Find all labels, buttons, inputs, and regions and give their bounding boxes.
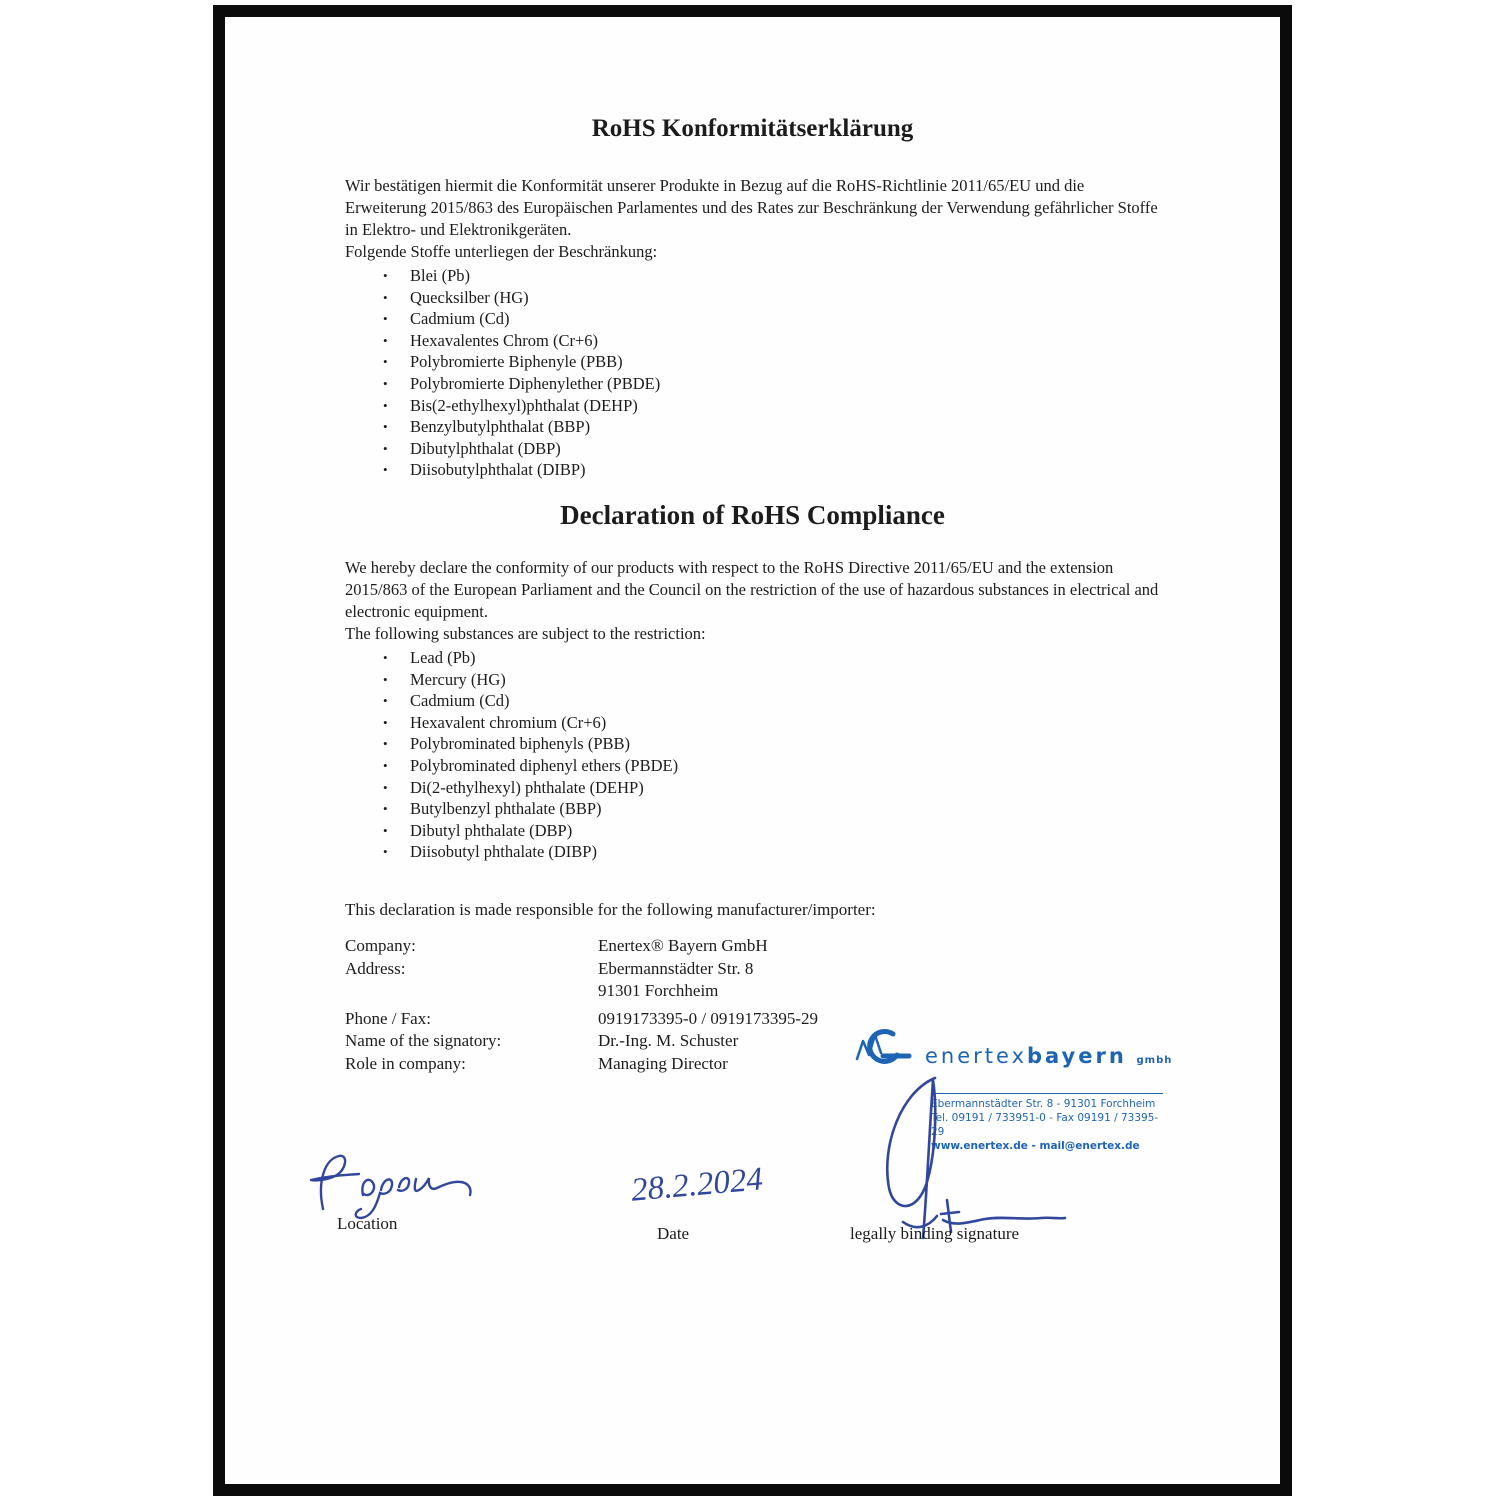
list-item: • Benzylbutylphthalat (BBP): [383, 416, 1167, 438]
stamp-brand-light: enertex: [925, 1044, 1027, 1068]
company-label: Company:: [345, 936, 416, 955]
list-item: • Quecksilber (HG): [383, 287, 1167, 309]
list-item: • Cadmium (Cd): [383, 690, 1167, 712]
list-item: • Diisobutylphthalat (DIBP): [383, 459, 1167, 481]
english-title: Declaration of RoHS Compliance: [560, 500, 945, 530]
list-item: • Cadmium (Cd): [383, 308, 1167, 330]
german-intro: Wir bestätigen hiermit die Konformität unserer Produkte in Bezug auf die RoHS-Richtlinie 2011/65/EU und die Erweiterung 2015/863 des Europäischen Parlamentes und des Rates zur Beschränkung der Verwendung gefährlicher Stoffe in Elektro- und Elektronikgeräten.: [345, 176, 1158, 239]
binding-signature-label: legally binding signature: [850, 1224, 1020, 1243]
list-item: • Diisobutyl phthalate (DIBP): [383, 841, 1167, 863]
list-item: • Polybromierte Biphenyle (PBB): [383, 351, 1167, 373]
english-list-intro: The following substances are subject to the restriction:: [345, 624, 706, 643]
english-substance-list: [345, 647, 1167, 863]
stamp-brand: [925, 1044, 1172, 1068]
german-substance-list: [345, 265, 1167, 481]
signatory-label: Name of the signatory:: [345, 1031, 502, 1051]
signatory-value: Dr.-Ing. M. Schuster: [598, 1031, 739, 1051]
address-value-2: 91301 Forchheim: [598, 981, 719, 1001]
address-label-spacer: [345, 980, 598, 1003]
role-label: Role in company:: [345, 1053, 466, 1073]
company-value: Enertex® Bayern GmbH: [598, 936, 768, 955]
english-intro: We hereby declare the conformity of our products with respect to the RoHS Directive 2011/65/EU and the extension 2015/863 of the European Parliament and the Council on the restriction of the use of hazardous substances in electrical and electronic equipment.: [345, 558, 1159, 621]
list-item: • Di(2-ethylhexyl) phthalate (DEHP): [383, 777, 1167, 799]
manufacturer-details: [345, 935, 818, 1076]
german-title: RoHS Konformitätserklärung: [591, 115, 914, 142]
location-label: Location: [337, 1214, 398, 1233]
stamp-address: Ebermannstädter Str. 8 - 91301 Forchheim: [931, 1098, 1156, 1110]
german-list-intro: Folgende Stoffe unterliegen der Beschränkung:: [345, 242, 658, 261]
german-section: [345, 175, 1167, 481]
date-handwritten: 28.2.2024: [629, 1161, 765, 1209]
date-label: Date: [657, 1224, 690, 1243]
list-item: • Dibutyl phthalate (DBP): [383, 820, 1167, 842]
phone-label: Phone / Fax:: [345, 1008, 431, 1028]
english-section: [345, 557, 1167, 863]
stamp-web: www.enertex.de - mail@enertex.de: [931, 1140, 1140, 1152]
stamp-brand-bold: bayern: [1027, 1044, 1127, 1068]
address-value-1: Ebermannstädter Str. 8: [598, 958, 754, 978]
list-item: • Dibutylphthalat (DBP): [383, 438, 1167, 460]
list-item: • Mercury (HG): [383, 669, 1167, 691]
list-item: • Polybrominated diphenyl ethers (PBDE): [383, 755, 1167, 777]
declaration-note: This declaration is made responsible for the following manufacturer/importer:: [345, 900, 876, 919]
address-label: Address:: [345, 958, 406, 978]
list-item: • Bis(2-ethylhexyl)phthalat (DEHP): [383, 395, 1167, 417]
stamp-phone: Tel. 09191 / 733951-0 - Fax 09191 / 73395-29: [931, 1112, 1159, 1138]
list-item: • Hexavalentes Chrom (Cr+6): [383, 330, 1167, 352]
list-item: • Polybromierte Diphenylether (PBDE): [383, 373, 1167, 395]
list-item: • Hexavalent chromium (Cr+6): [383, 712, 1167, 734]
phone-value: 0919173395-0 / 0919173395-29: [598, 1008, 819, 1028]
stamp-brand-suffix: gmbh: [1136, 1055, 1173, 1066]
scanned-page: [213, 5, 1292, 1496]
list-item: • Blei (Pb): [383, 265, 1167, 287]
role-value: Managing Director: [598, 1053, 728, 1073]
list-item: • Polybrominated biphenyls (PBB): [383, 733, 1167, 755]
list-item: • Lead (Pb): [383, 647, 1167, 669]
list-item: • Butylbenzyl phthalate (BBP): [383, 798, 1167, 820]
